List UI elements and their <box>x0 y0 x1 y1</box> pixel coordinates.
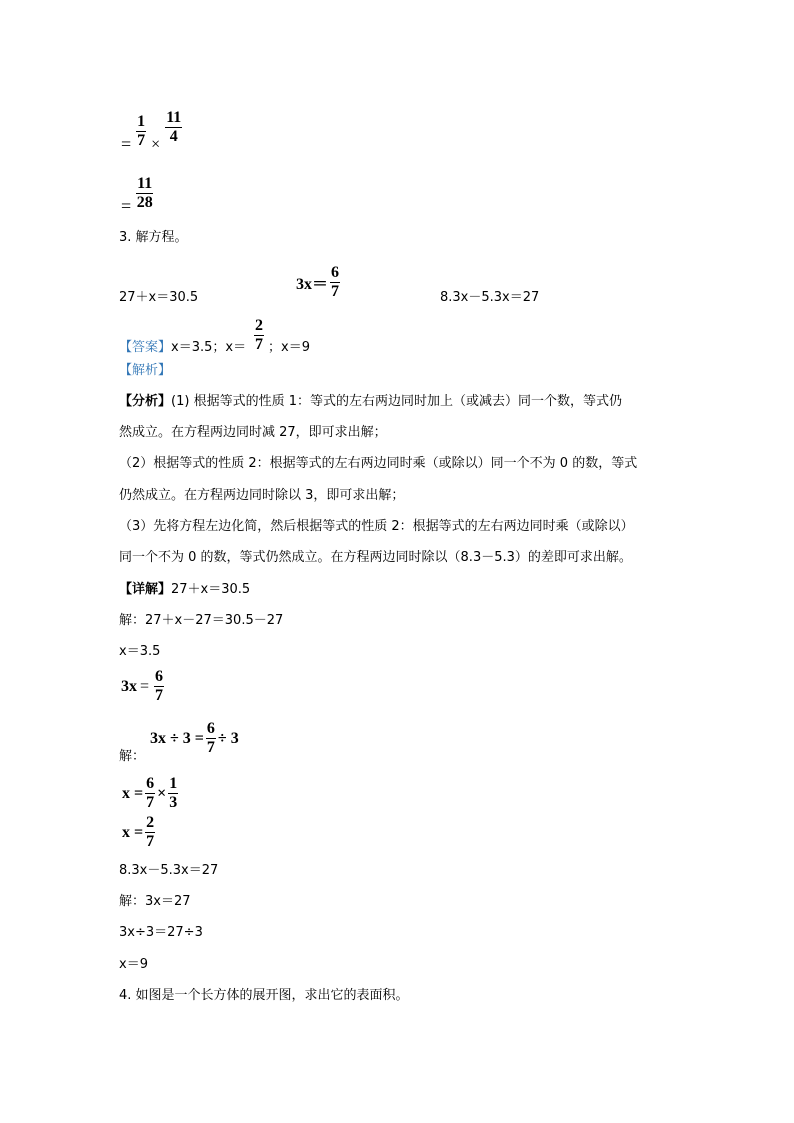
numerator: 6 <box>206 720 215 737</box>
detail-eq2c <box>122 775 180 812</box>
fraction <box>145 814 155 851</box>
answer-label: 【答案】 <box>119 340 172 355</box>
detail-text: 27＋x＝30.5 <box>171 582 251 597</box>
detail-step: x＝9 <box>119 957 148 972</box>
analysis-line: （3）先将方程左边化简，然后根据等式的性质 2：根据等式的左右两边同时乘（或除以） <box>119 519 634 534</box>
equation-lhs: 3x ÷ 3 = <box>150 729 204 747</box>
numerator: 11 <box>166 109 182 126</box>
denominator: 28 <box>136 194 153 211</box>
solve-label: 解： <box>119 749 146 764</box>
numerator: 2 <box>255 317 263 334</box>
denominator: 4 <box>169 128 178 145</box>
prev-step-2 <box>118 170 155 217</box>
detail-label: 【详解】 <box>119 582 172 597</box>
equation-rhs: ÷ 3 <box>217 729 239 747</box>
analysis-line <box>119 394 622 410</box>
analysis-text: (1) 根据等式的性质 1：等式的左右两边同时加上（或减去）同一个数，等式仍 <box>171 394 622 409</box>
times-sign: × <box>157 784 167 802</box>
answer-line <box>119 340 246 356</box>
answer-text: x＝3.5；x＝ <box>171 340 247 355</box>
numerator: 6 <box>146 775 155 792</box>
fraction <box>168 775 178 812</box>
denominator: 7 <box>255 336 263 353</box>
detail-line <box>119 582 250 598</box>
question-4-title: 4. 如图是一个长方体的展开图，求出它的表面积。 <box>119 988 409 1003</box>
times-sign: × <box>151 135 161 153</box>
equation-1: 27＋x＝30.5 <box>119 290 199 305</box>
fraction <box>254 317 264 354</box>
prev-step-1 <box>118 108 184 155</box>
numerator: 6 <box>331 264 340 281</box>
analysis-line: 然成立。在方程两边同时减 27，即可求出解； <box>119 425 387 440</box>
denominator: 7 <box>155 687 164 704</box>
fraction <box>165 109 182 146</box>
fraction <box>136 113 146 150</box>
detail-eq2d <box>122 814 157 851</box>
denominator: 7 <box>206 739 215 756</box>
equation-lhs: 3x <box>121 677 137 695</box>
fraction <box>154 668 164 705</box>
detail-step: 解：27＋x－27＝30.5－27 <box>119 613 284 628</box>
numerator: 1 <box>169 775 178 792</box>
detail-step: 3x÷3＝27÷3 <box>119 925 203 940</box>
equation-3: 8.3x－5.3x＝27 <box>440 290 540 305</box>
equation-lhs: x = <box>122 784 144 802</box>
equals-sign: = <box>140 677 150 695</box>
denominator: 7 <box>331 283 340 300</box>
detail-step: 解：3x＝27 <box>119 894 191 909</box>
numerator: 1 <box>137 113 146 130</box>
fraction <box>330 264 340 301</box>
answer-fraction <box>252 317 266 354</box>
equals-sign: = <box>121 134 132 154</box>
detail-eq2b <box>150 720 239 757</box>
numerator: 11 <box>137 175 153 192</box>
question-3-title: 3. 解方程。 <box>119 230 188 245</box>
equation-lhs: 3x＝ <box>296 276 329 293</box>
detail-step: 8.3x－5.3x＝27 <box>119 863 219 878</box>
numerator: 6 <box>155 668 164 685</box>
fraction <box>136 175 153 212</box>
fraction <box>206 720 216 757</box>
denominator: 7 <box>137 132 146 149</box>
analysis-line: 仍然成立。在方程两边同时除以 3，即可求出解； <box>119 488 405 503</box>
denominator: 7 <box>146 833 155 850</box>
denominator: 7 <box>146 794 155 811</box>
analysis-line: 同一个不为 0 的数，等式仍然成立。在方程两边同时除以（8.3－5.3）的差即可求出解。 <box>119 550 632 565</box>
equation-lhs: x = <box>122 823 144 841</box>
equation-2 <box>296 264 342 301</box>
analysis-line: （2）根据等式的性质 2：根据等式的左右两边同时乘（或除以）同一个不为 0 的数，等式 <box>119 456 638 471</box>
detail-step: x＝3.5 <box>119 644 161 659</box>
detail-eq2 <box>121 668 166 705</box>
equals-sign: = <box>121 196 132 216</box>
fraction <box>145 775 155 812</box>
numerator: 2 <box>146 814 155 831</box>
analysis-label: 【分析】 <box>119 394 172 409</box>
denominator: 3 <box>169 794 178 811</box>
answer-text-2: ；x＝9 <box>268 340 310 355</box>
analysis-section-label: 【解析】 <box>119 363 172 378</box>
